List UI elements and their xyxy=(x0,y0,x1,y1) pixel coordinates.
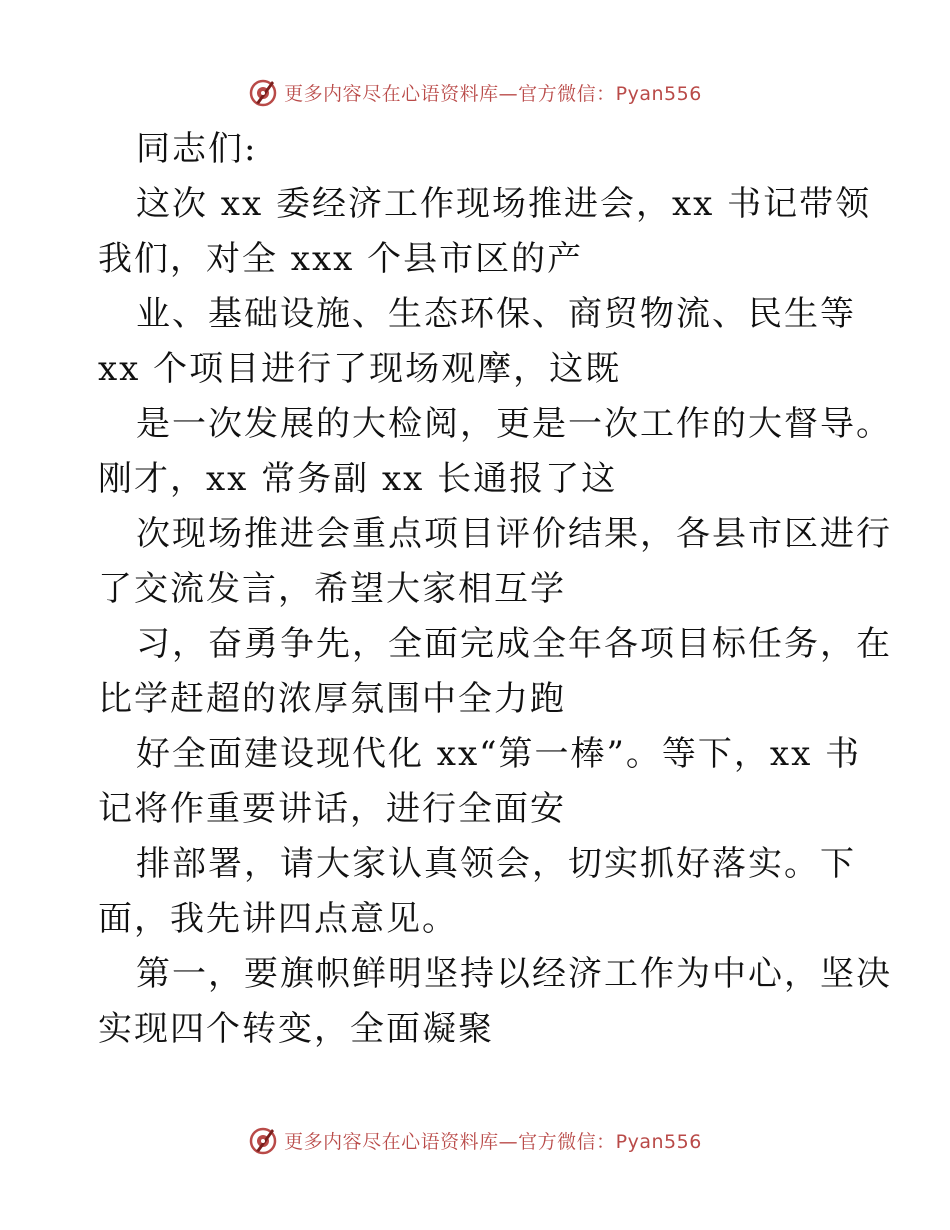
quill-pen-logo-icon xyxy=(248,1125,278,1155)
watermark-text: 更多内容尽在心语资料库—官方微信：Pyan556 xyxy=(284,1130,702,1153)
document-line: xx 个项目进行了现场观摩，这既 xyxy=(98,349,622,389)
document-line: 第一，要旗帜鲜明坚持以经济工作为中心，坚决 xyxy=(136,954,892,994)
document-line: 记将作重要讲话，进行全面安 xyxy=(98,789,566,829)
document-line: 比学赶超的浓厚氛围中全力跑 xyxy=(98,679,566,719)
document-line: 同志们: xyxy=(136,129,258,169)
document-body xyxy=(98,122,892,1057)
document-line: 面，我先讲四点意见。 xyxy=(98,899,458,939)
document-line: 次现场推进会重点项目评价结果，各县市区进行 xyxy=(136,514,892,554)
document-line: 排部署，请大家认真领会，切实抓好落实。下 xyxy=(136,844,856,884)
document-line: 了交流发言，希望大家相互学 xyxy=(98,569,566,609)
document-line: 我们，对全 xxx 个县市区的产 xyxy=(98,239,584,279)
document-line: 业、基础设施、生态环保、商贸物流、民生等 xyxy=(136,294,856,334)
quill-pen-logo-icon xyxy=(248,77,278,107)
header-watermark xyxy=(0,72,950,112)
document-line: 这次 xx 委经济工作现场推进会，xx 书记带领 xyxy=(136,184,872,224)
document-line: 实现四个转变，全面凝聚 xyxy=(98,1009,494,1049)
footer-watermark xyxy=(0,1120,950,1160)
document-line: 刚才，xx 常务副 xx 长通报了这 xyxy=(98,459,618,499)
document-line: 好全面建设现代化 xx“第一棒”。等下，xx 书 xyxy=(136,734,862,774)
watermark-text: 更多内容尽在心语资料库—官方微信：Pyan556 xyxy=(284,82,702,105)
document-line: 习，奋勇争先，全面完成全年各项目标任务，在 xyxy=(136,624,892,664)
document-line: 是一次发展的大检阅，更是一次工作的大督导。 xyxy=(136,404,892,444)
